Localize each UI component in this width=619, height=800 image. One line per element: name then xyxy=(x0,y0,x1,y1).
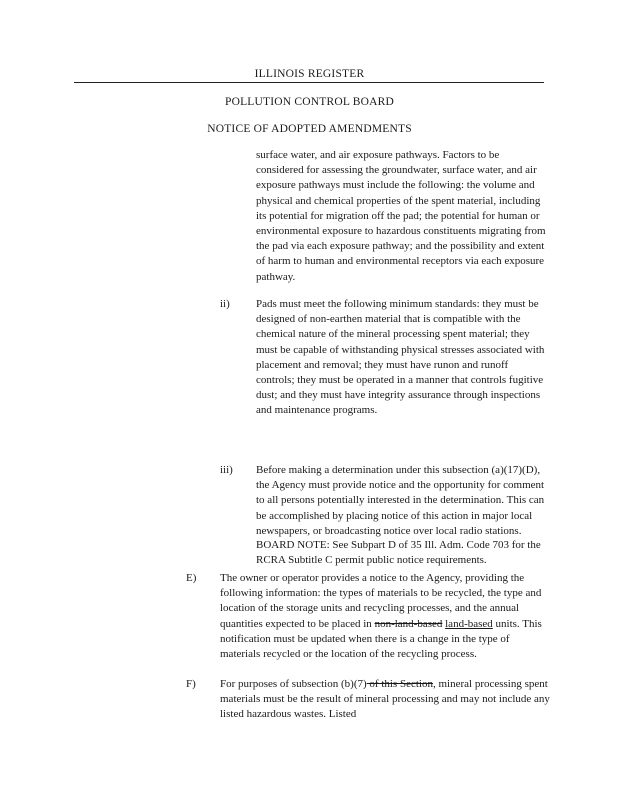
continuation-paragraph: surface water, and air exposure pathways. Factors to be considered for assessing the groundwater, surface water, and air exposure pathways must include the following: the volume and physical and chemical properties of the spent material, including its potential for migration off the pad; the potential for human or environmental exposure to hazardous constituents migrating from the pad via each exposure pathway; and the possibility and extent of harm to human and environmental receptors via each exposure pathway. xyxy=(256,149,546,283)
header-rule xyxy=(74,82,544,83)
item-f-deleted: of this Section xyxy=(366,678,433,690)
item-e-inserted: land-based xyxy=(445,617,493,630)
item-e-label: E) xyxy=(186,572,197,584)
item-e-text xyxy=(220,571,550,662)
item-f-text xyxy=(220,677,550,723)
board-name: POLLUTION CONTROL BOARD xyxy=(224,96,394,108)
item-f-label: F) xyxy=(186,678,196,690)
board-note: BOARD NOTE: See Subpart D of 35 Ill. Adm. Code 703 for the RCRA Subtitle C permit public notice requirements. xyxy=(256,539,541,567)
item-f-text-after: , mineral processing spent materials must be the result of mineral processing and may not include any listed hazardous wastes. Listed xyxy=(220,678,550,721)
register-title: ILLINOIS REGISTER xyxy=(254,68,365,80)
item-f-text-before: For purposes of subsection (b)(7) xyxy=(220,678,367,690)
item-iii-label: iii) xyxy=(220,464,233,476)
item-ii-text: Pads must meet the following minimum standards: they must be designed of non-earthen material that is compatible with the chemical nature of the mineral processing spent material; they must be capable of withstanding physical stresses associated with placement and removal; they must have runon and runoff controls; they must be operated in a manner that controls fugitive dust; and they must have integrity assurance through inspections and maintenance programs. xyxy=(256,298,545,417)
item-e-text-before: The owner or operator provides a notice to the Agency, providing the following information: the types of materials to be recycled, the type and location of the storage units and recycling processes, and the annual quantities expected to be placed in xyxy=(220,572,542,630)
item-ii-label: ii) xyxy=(220,298,230,310)
item-iii-text: Before making a determination under this subsection (a)(17)(D), the Agency must provide notice and the opportunity for comment to all persons potentially interested in the determination. This can be accomplished by placing notice of this action in major local newspapers, or broadcasting notice over local radio stations. xyxy=(256,464,545,537)
item-e-deleted: non-land-based xyxy=(374,617,443,630)
item-e-text-after: units. This notification must be updated when there is a change in the type of materials recycled or the location of the recycling process. xyxy=(220,617,542,661)
notice-title: NOTICE OF ADOPTED AMENDMENTS xyxy=(207,123,412,135)
